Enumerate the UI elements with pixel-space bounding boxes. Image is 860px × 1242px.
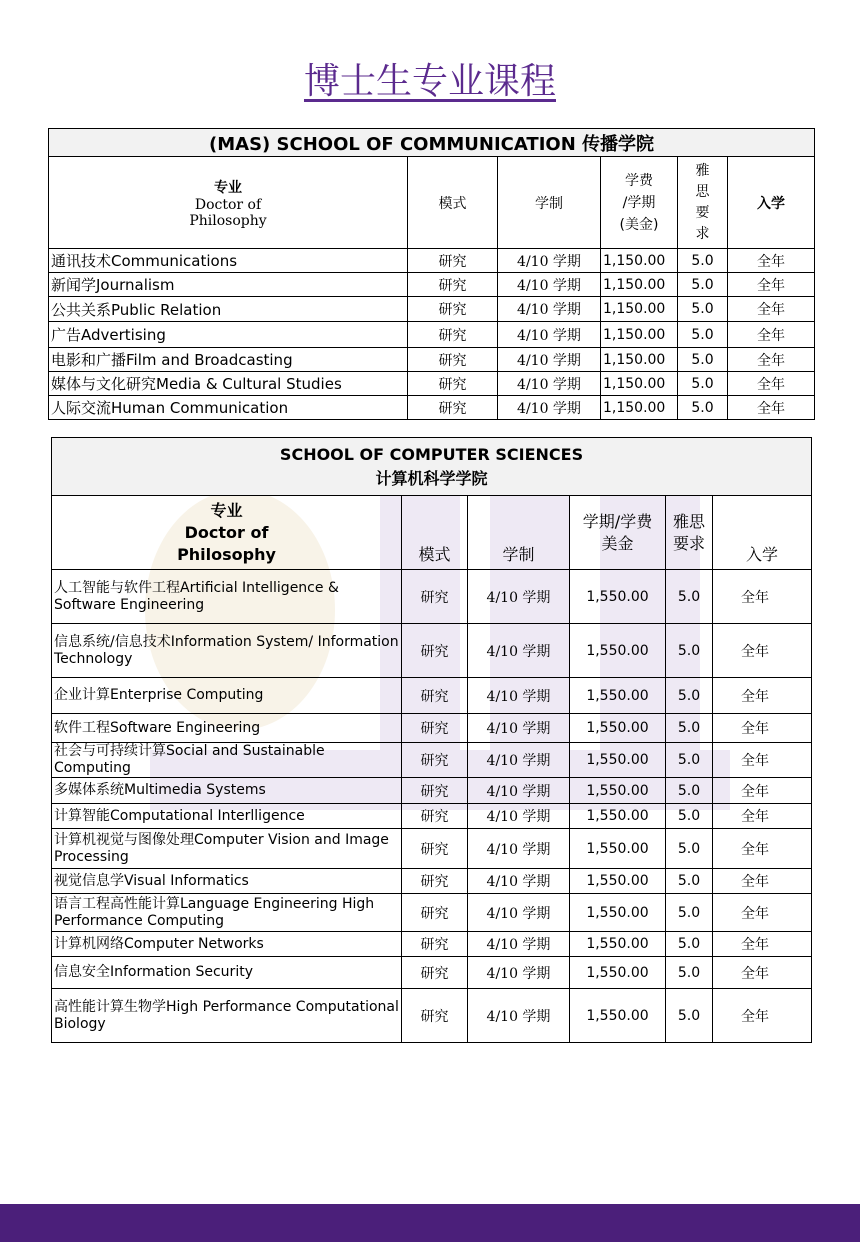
duration-cell: 4/10 学期 bbox=[468, 932, 570, 957]
header-ielts-3: 要 bbox=[695, 204, 710, 221]
header-ielts bbox=[678, 157, 728, 249]
fee-cell: 1,150.00 bbox=[601, 273, 678, 297]
header-fee-2: 美金 bbox=[601, 533, 634, 553]
duration-cell: 4/10 学期 bbox=[468, 714, 570, 743]
program-line-1: 社会与可持续计算Social and Sustainable Computing bbox=[54, 743, 325, 776]
program-cell: 通讯技术Communications bbox=[49, 249, 408, 273]
duration-cell: 4/10 学期 bbox=[468, 804, 570, 829]
ielts-cell: 5.0 bbox=[666, 778, 713, 804]
table-row bbox=[52, 624, 812, 678]
program-line-2: Performance Computing bbox=[54, 912, 225, 929]
program-cell: 媒体与文化研究Media & Cultural Studies bbox=[49, 372, 408, 396]
communication-school-table bbox=[48, 128, 815, 420]
duration-cell: 4/10 学期 bbox=[498, 273, 601, 297]
program-line-1: 高性能计算生物学High Performance Computational bbox=[54, 998, 399, 1015]
duration-cell: 4/10 学期 bbox=[498, 348, 601, 372]
mode-cell: 研究 bbox=[408, 322, 498, 348]
program-line-1: 计算机网络Computer Networks bbox=[54, 935, 264, 952]
table-row bbox=[52, 570, 812, 624]
ielts-cell: 5.0 bbox=[666, 624, 713, 678]
duration-cell: 4/10 学期 bbox=[468, 869, 570, 894]
header-duration: 学制 bbox=[498, 157, 601, 249]
header-intake: 入学 bbox=[728, 157, 815, 249]
mode-cell: 研究 bbox=[402, 957, 468, 989]
table-row bbox=[49, 372, 815, 396]
ielts-cell: 5.0 bbox=[678, 372, 728, 396]
fee-cell: 1,550.00 bbox=[570, 678, 666, 714]
mode-cell: 研究 bbox=[408, 297, 498, 322]
ielts-cell: 5.0 bbox=[678, 249, 728, 273]
duration-cell: 4/10 学期 bbox=[468, 678, 570, 714]
intake-cell: 全年 bbox=[713, 678, 812, 714]
header-ielts-1: 雅 bbox=[695, 162, 710, 179]
header-major-cn: 专业 bbox=[210, 500, 243, 520]
program-cell bbox=[52, 570, 402, 624]
program-cell bbox=[52, 829, 402, 869]
table-row bbox=[52, 932, 812, 957]
header-fee bbox=[601, 157, 678, 249]
fee-cell: 1,550.00 bbox=[570, 957, 666, 989]
header-major-en2: Philosophy bbox=[189, 212, 267, 229]
ielts-cell: 5.0 bbox=[666, 932, 713, 957]
program-line-1: 人工智能与软件工程Artificial Intelligence & bbox=[54, 579, 339, 596]
table-row bbox=[52, 778, 812, 804]
computer-sciences-table bbox=[51, 437, 812, 1043]
intake-cell: 全年 bbox=[713, 894, 812, 932]
school-title bbox=[52, 438, 812, 496]
program-cell: 人际交流Human Communication bbox=[49, 396, 408, 420]
mode-cell: 研究 bbox=[408, 396, 498, 420]
header-major bbox=[52, 496, 402, 570]
ielts-cell: 5.0 bbox=[666, 570, 713, 624]
ielts-cell: 5.0 bbox=[678, 273, 728, 297]
program-line-1: 多媒体系统Multimedia Systems bbox=[54, 782, 266, 798]
header-ielts-2: 要求 bbox=[672, 533, 705, 553]
intake-cell: 全年 bbox=[713, 957, 812, 989]
program-cell bbox=[52, 743, 402, 778]
ielts-cell: 5.0 bbox=[666, 743, 713, 778]
header-intake: 入学 bbox=[713, 496, 812, 570]
table-row bbox=[52, 804, 812, 829]
table-row bbox=[52, 989, 812, 1043]
program-cell: 电影和广播Film and Broadcasting bbox=[49, 348, 408, 372]
mode-cell: 研究 bbox=[402, 743, 468, 778]
program-cell bbox=[52, 624, 402, 678]
header-mode: 模式 bbox=[408, 157, 498, 249]
intake-cell: 全年 bbox=[713, 989, 812, 1043]
duration-cell: 4/10 学期 bbox=[468, 957, 570, 989]
fee-cell: 1,550.00 bbox=[570, 743, 666, 778]
fee-cell: 1,150.00 bbox=[601, 372, 678, 396]
program-line-1: 企业计算Enterprise Computing bbox=[54, 687, 264, 703]
intake-cell: 全年 bbox=[713, 829, 812, 869]
intake-cell: 全年 bbox=[728, 396, 815, 420]
header-fee-1: 学期/学费 bbox=[582, 511, 653, 531]
header-major-en1: Doctor of bbox=[194, 196, 262, 213]
program-line-2: Biology bbox=[54, 1015, 106, 1032]
header-fee-1: 学费 bbox=[625, 172, 653, 189]
header-fee-3: (美金) bbox=[619, 216, 659, 233]
table-row bbox=[49, 273, 815, 297]
table-row bbox=[52, 829, 812, 869]
program-line-2: Technology bbox=[54, 650, 133, 667]
header-ielts bbox=[666, 496, 713, 570]
program-line-1: 计算智能Computational Interlligence bbox=[54, 807, 305, 824]
program-line-1: 语言工程高性能计算Language Engineering High bbox=[54, 895, 375, 912]
fee-cell: 1,550.00 bbox=[570, 570, 666, 624]
mode-cell: 研究 bbox=[408, 273, 498, 297]
table-row bbox=[52, 869, 812, 894]
header-fee bbox=[570, 496, 666, 570]
mode-cell: 研究 bbox=[402, 932, 468, 957]
intake-cell: 全年 bbox=[713, 624, 812, 678]
ielts-cell: 5.0 bbox=[678, 396, 728, 420]
intake-cell: 全年 bbox=[728, 297, 815, 322]
program-cell bbox=[52, 778, 402, 804]
header-duration: 学制 bbox=[468, 496, 570, 570]
table-row bbox=[52, 957, 812, 989]
program-cell: 新闻学Journalism bbox=[49, 273, 408, 297]
fee-cell: 1,550.00 bbox=[570, 714, 666, 743]
program-line-2: Processing bbox=[54, 848, 129, 865]
intake-cell: 全年 bbox=[713, 932, 812, 957]
table-row bbox=[49, 322, 815, 348]
mode-cell: 研究 bbox=[402, 989, 468, 1043]
ielts-cell: 5.0 bbox=[666, 829, 713, 869]
table-row bbox=[52, 894, 812, 932]
ielts-cell: 5.0 bbox=[678, 348, 728, 372]
duration-cell: 4/10 学期 bbox=[468, 989, 570, 1043]
duration-cell: 4/10 学期 bbox=[468, 894, 570, 932]
header-major-cn: 专业 bbox=[214, 179, 242, 196]
mode-cell: 研究 bbox=[402, 869, 468, 894]
mode-cell: 研究 bbox=[402, 570, 468, 624]
mode-cell: 研究 bbox=[402, 829, 468, 869]
table-row bbox=[49, 297, 815, 322]
program-cell bbox=[52, 894, 402, 932]
fee-cell: 1,550.00 bbox=[570, 869, 666, 894]
header-ielts-2: 思 bbox=[695, 183, 710, 200]
school-title: (MAS) SCHOOL OF COMMUNICATION 传播学院 bbox=[49, 129, 815, 157]
mode-cell: 研究 bbox=[408, 348, 498, 372]
intake-cell: 全年 bbox=[713, 778, 812, 804]
table-row bbox=[49, 249, 815, 273]
intake-cell: 全年 bbox=[728, 249, 815, 273]
fee-cell: 1,550.00 bbox=[570, 624, 666, 678]
mode-cell: 研究 bbox=[408, 249, 498, 273]
ielts-cell: 5.0 bbox=[666, 678, 713, 714]
ielts-cell: 5.0 bbox=[666, 869, 713, 894]
ielts-cell: 5.0 bbox=[666, 989, 713, 1043]
program-line-1: 信息系统/信息技术Information System/ Information bbox=[54, 633, 399, 650]
duration-cell: 4/10 学期 bbox=[498, 249, 601, 273]
program-line-2: Software Engineering bbox=[54, 596, 205, 613]
program-line-1: 计算机视觉与图像处理Computer Vision and Image bbox=[54, 831, 389, 848]
duration-cell: 4/10 学期 bbox=[498, 396, 601, 420]
program-line-1: 软件工程Software Engineering bbox=[54, 719, 261, 736]
program-cell: 公共关系Public Relation bbox=[49, 297, 408, 322]
duration-cell: 4/10 学期 bbox=[468, 778, 570, 804]
ielts-cell: 5.0 bbox=[678, 322, 728, 348]
fee-cell: 1,550.00 bbox=[570, 989, 666, 1043]
ielts-cell: 5.0 bbox=[666, 894, 713, 932]
table-row bbox=[49, 348, 815, 372]
header-ielts-1: 雅思 bbox=[672, 511, 705, 531]
duration-cell: 4/10 学期 bbox=[468, 829, 570, 869]
duration-cell: 4/10 学期 bbox=[468, 743, 570, 778]
program-cell: 广告Advertising bbox=[49, 322, 408, 348]
duration-cell: 4/10 学期 bbox=[498, 322, 601, 348]
school-title-en: SCHOOL OF COMPUTER SCIENCES bbox=[279, 444, 584, 464]
duration-cell: 4/10 学期 bbox=[498, 297, 601, 322]
mode-cell: 研究 bbox=[408, 372, 498, 396]
duration-cell: 4/10 学期 bbox=[468, 570, 570, 624]
intake-cell: 全年 bbox=[728, 322, 815, 348]
table-row bbox=[52, 743, 812, 778]
intake-cell: 全年 bbox=[713, 570, 812, 624]
header-ielts-4: 求 bbox=[695, 225, 710, 242]
mode-cell: 研究 bbox=[402, 778, 468, 804]
fee-cell: 1,150.00 bbox=[601, 297, 678, 322]
intake-cell: 全年 bbox=[713, 714, 812, 743]
ielts-cell: 5.0 bbox=[666, 804, 713, 829]
fee-cell: 1,550.00 bbox=[570, 778, 666, 804]
program-cell bbox=[52, 957, 402, 989]
mode-cell: 研究 bbox=[402, 894, 468, 932]
fee-cell: 1,150.00 bbox=[601, 348, 678, 372]
program-cell bbox=[52, 932, 402, 957]
intake-cell: 全年 bbox=[713, 743, 812, 778]
mode-cell: 研究 bbox=[402, 804, 468, 829]
footer-bar bbox=[0, 1204, 860, 1242]
program-cell bbox=[52, 804, 402, 829]
fee-cell: 1,150.00 bbox=[601, 249, 678, 273]
fee-cell: 1,550.00 bbox=[570, 804, 666, 829]
program-cell bbox=[52, 714, 402, 743]
ielts-cell: 5.0 bbox=[678, 297, 728, 322]
header-fee-2: /学期 bbox=[622, 194, 656, 211]
header-mode: 模式 bbox=[402, 496, 468, 570]
intake-cell: 全年 bbox=[728, 372, 815, 396]
fee-cell: 1,550.00 bbox=[570, 932, 666, 957]
page-title: 博士生专业课程 bbox=[303, 61, 556, 102]
program-line-1: 信息安全Information Security bbox=[54, 964, 253, 980]
fee-cell: 1,550.00 bbox=[570, 894, 666, 932]
header-major-en1: Doctor of bbox=[184, 522, 269, 542]
mode-cell: 研究 bbox=[402, 624, 468, 678]
intake-cell: 全年 bbox=[728, 273, 815, 297]
header-major bbox=[49, 157, 408, 249]
mode-cell: 研究 bbox=[402, 714, 468, 743]
duration-cell: 4/10 学期 bbox=[468, 624, 570, 678]
intake-cell: 全年 bbox=[713, 869, 812, 894]
fee-cell: 1,150.00 bbox=[601, 396, 678, 420]
program-cell bbox=[52, 678, 402, 714]
program-cell bbox=[52, 869, 402, 894]
table-row bbox=[52, 714, 812, 743]
program-cell bbox=[52, 989, 402, 1043]
ielts-cell: 5.0 bbox=[666, 714, 713, 743]
ielts-cell: 5.0 bbox=[666, 957, 713, 989]
table-row bbox=[49, 396, 815, 420]
intake-cell: 全年 bbox=[728, 348, 815, 372]
duration-cell: 4/10 学期 bbox=[498, 372, 601, 396]
fee-cell: 1,150.00 bbox=[601, 322, 678, 348]
program-line-1: 视觉信息学Visual Informatics bbox=[54, 872, 249, 889]
mode-cell: 研究 bbox=[402, 678, 468, 714]
header-major-en2: Philosophy bbox=[177, 544, 276, 564]
table-row bbox=[52, 678, 812, 714]
school-title-cn: 计算机科学学院 bbox=[375, 468, 488, 488]
intake-cell: 全年 bbox=[713, 804, 812, 829]
fee-cell: 1,550.00 bbox=[570, 829, 666, 869]
